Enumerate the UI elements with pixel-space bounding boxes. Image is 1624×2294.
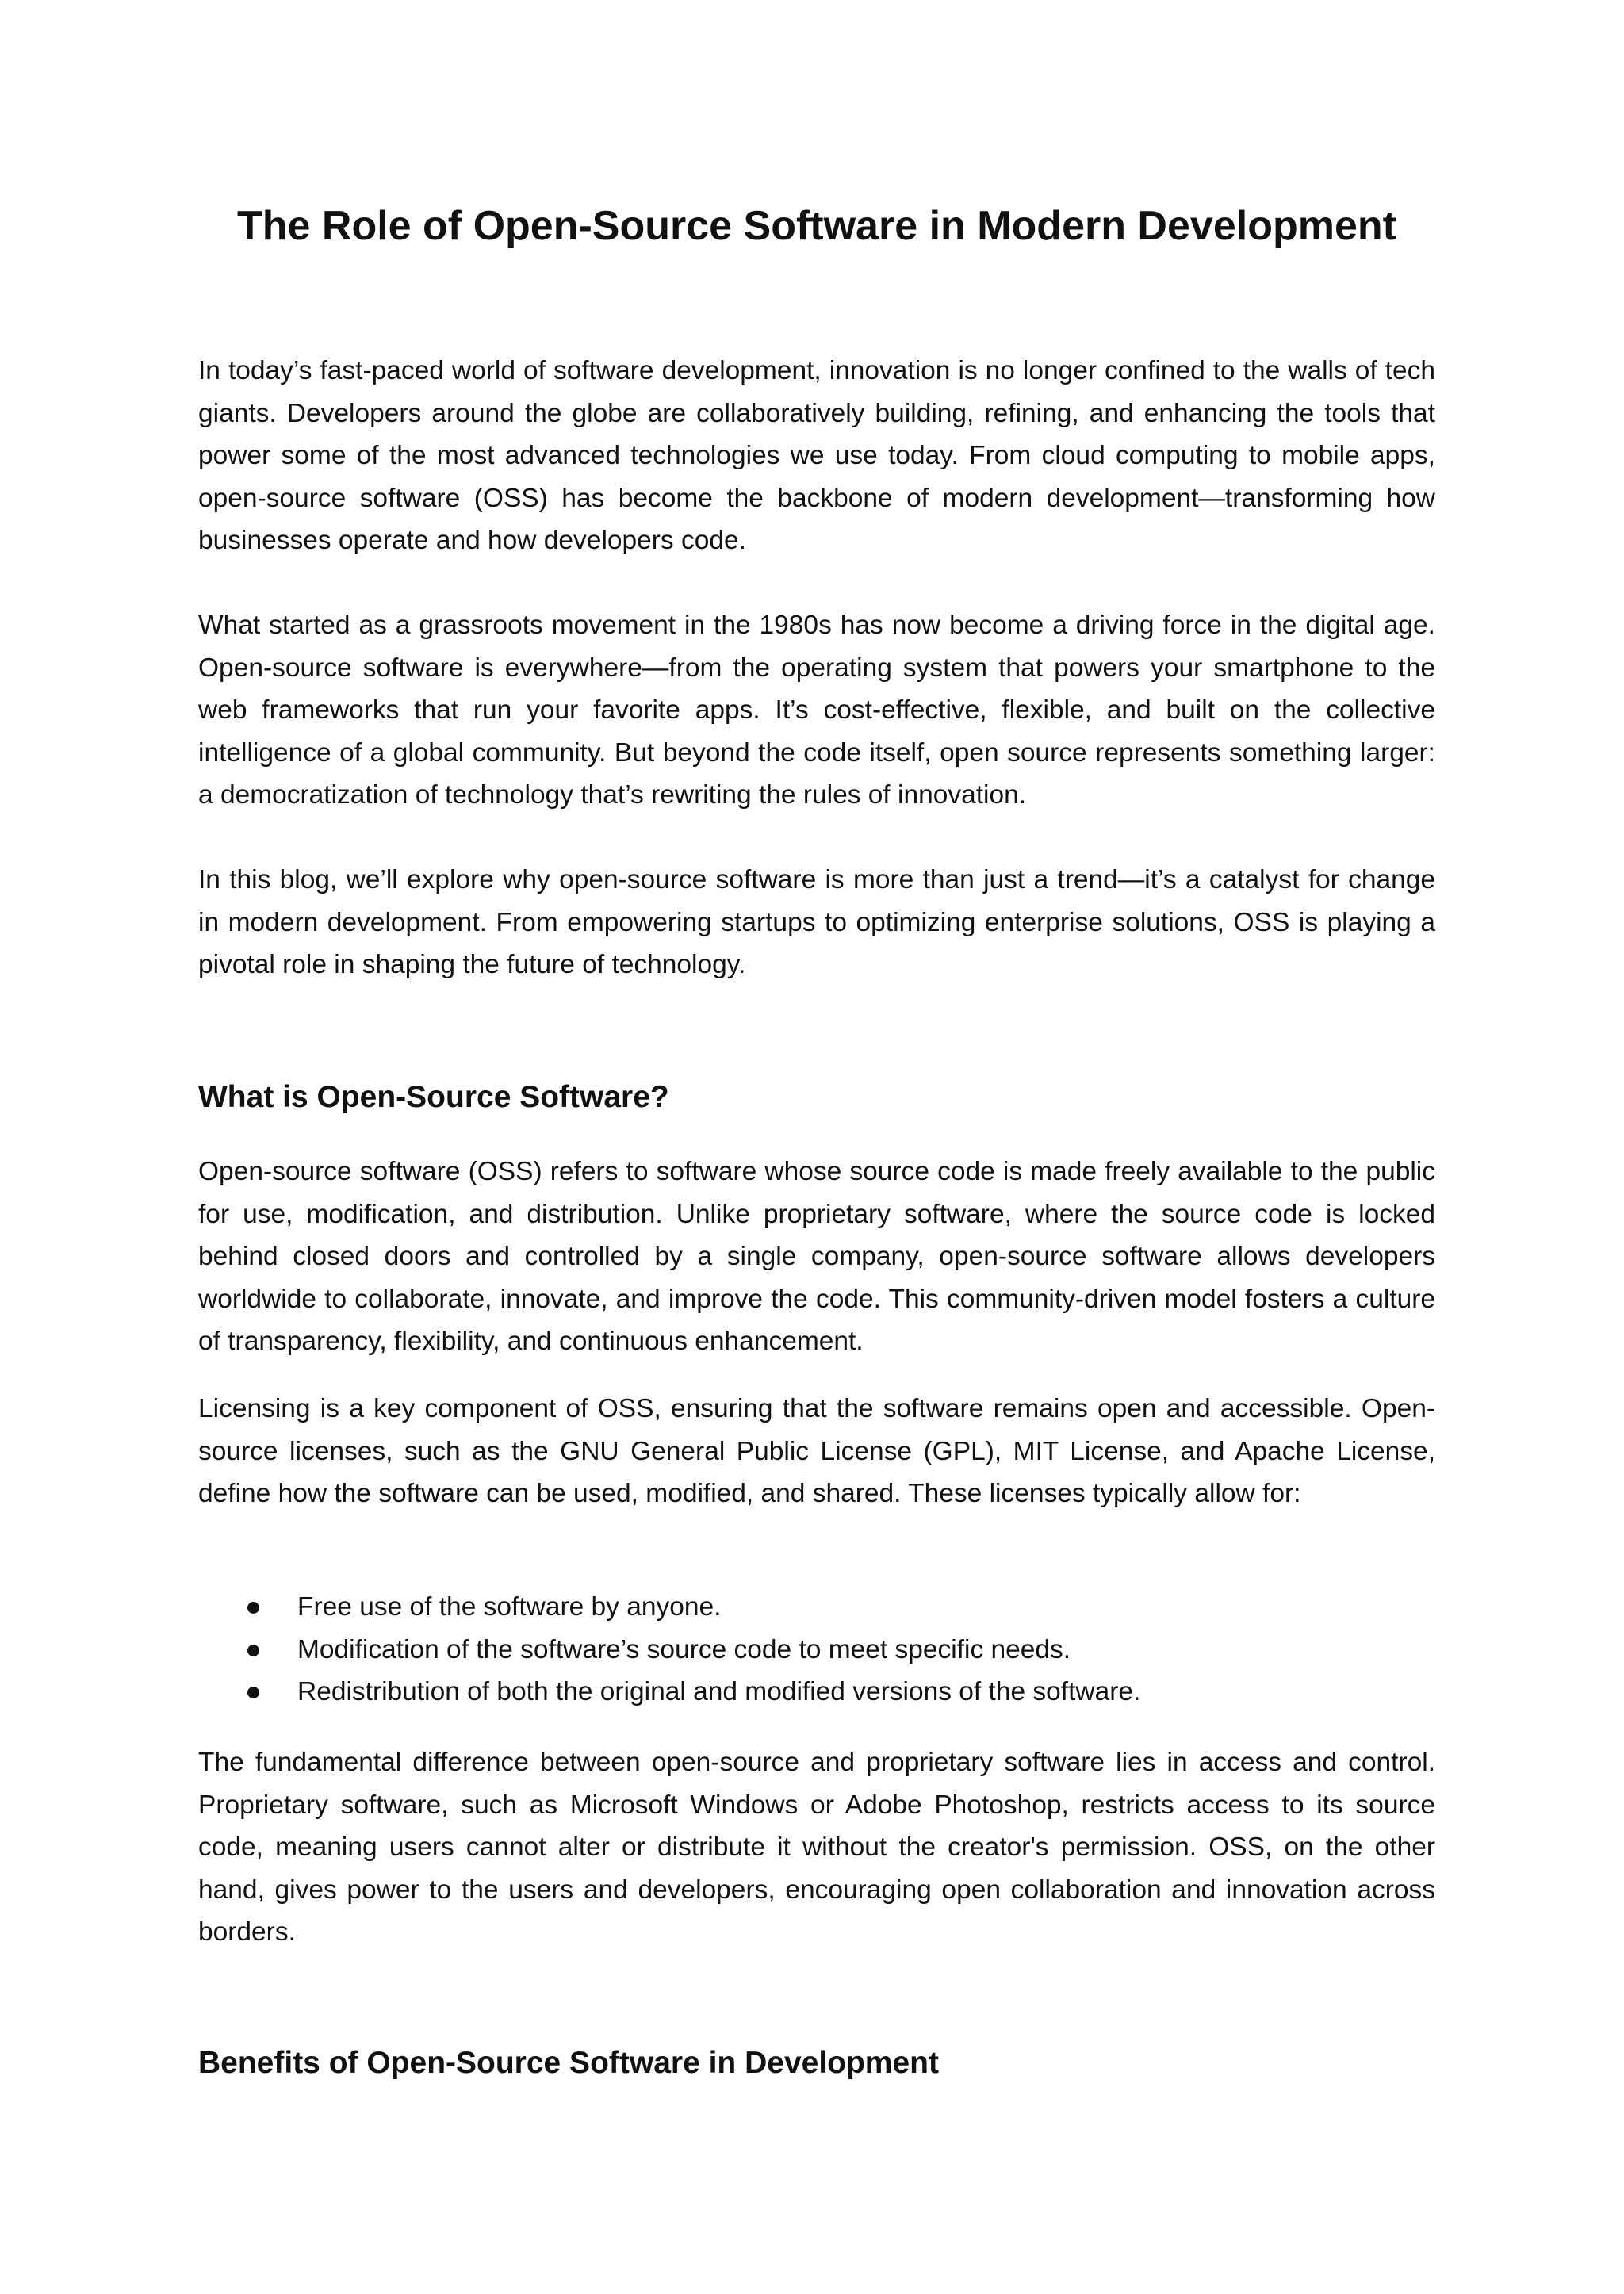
intro-paragraph-3: In this blog, we’ll explore why open-source software is more than just a trend—it’s a catalyst for change in modern development. From empowering startups to optimizing enterprise solutions, OSS is playing a pivotal role in shaping the future of technology. <box>198 865 1435 979</box>
bullet-icon <box>247 1645 259 1656</box>
bullet-icon <box>247 1687 259 1698</box>
section1-closing-paragraph: The fundamental difference between open-source and proprietary software lies in access and control. Proprietary software, such as Microsoft Windows or Adobe Photoshop, restricts access to its source code, meaning users cannot alter or distribute it without the creator's permission. OSS, on the other hand, gives power to the users and developers, encouraging open collaboration and innovation across borders. <box>198 1748 1435 1947</box>
list-item-text: Redistribution of both the original and modified versions of the software. <box>297 1677 1141 1706</box>
license-permissions-list <box>198 1586 1435 1714</box>
intro-paragraph-1: In today’s fast-paced world of software development, innovation is no longer confined to the walls of tech giants. Developers around the globe are collaboratively building, refining, and enhancing the tools that power some of the most advanced technologies we use today. From cloud computing to mobile apps, open-source software (OSS) has become the backbone of modern development—transforming how businesses operate and how developers code. <box>198 356 1435 555</box>
list-item-text: Free use of the software by anyone. <box>297 1592 722 1622</box>
list-item-text: Modification of the software’s source code to meet specific needs. <box>297 1634 1071 1664</box>
section1-paragraph-1: Open-source software (OSS) refers to software whose source code is made freely available to the public for use, modification, and distribution. Unlike proprietary software, where the source code is locked behind closed doors and controlled by a single company, open-source software allows developers worldwide to collaborate, innovate, and improve the code. This community-driven model fosters a culture of transparency, flexibility, and continuous enhancement. <box>198 1157 1435 1356</box>
list-item <box>198 1629 1435 1672</box>
section-heading-what-is-oss: What is Open-Source Software? <box>198 1080 669 1114</box>
list-item <box>198 1671 1435 1714</box>
bullet-icon <box>247 1602 259 1614</box>
section1-paragraph-2: Licensing is a key component of OSS, ensuring that the software remains open and accessible. Open-source licenses, such as the GNU General Public License (GPL), MIT License, and Apache License, define how the software can be used, modified, and shared. These licenses typically allow for: <box>198 1394 1435 1508</box>
intro-paragraph-2: What started as a grassroots movement in the 1980s has now become a driving force in the digital age. Open-source software is everywhere—from the operating system that powers your smartphone to the web frameworks that run your favorite apps. It’s cost-effective, flexible, and built on the collective intelligence of a global community. But beyond the code itself, open source represents something larger: a democratization of technology that’s rewriting the rules of innovation. <box>198 611 1435 810</box>
section-heading-benefits: Benefits of Open-Source Software in Development <box>198 2046 939 2080</box>
document-title: The Role of Open-Source Software in Modern Development <box>237 203 1396 249</box>
list-item <box>198 1586 1435 1629</box>
